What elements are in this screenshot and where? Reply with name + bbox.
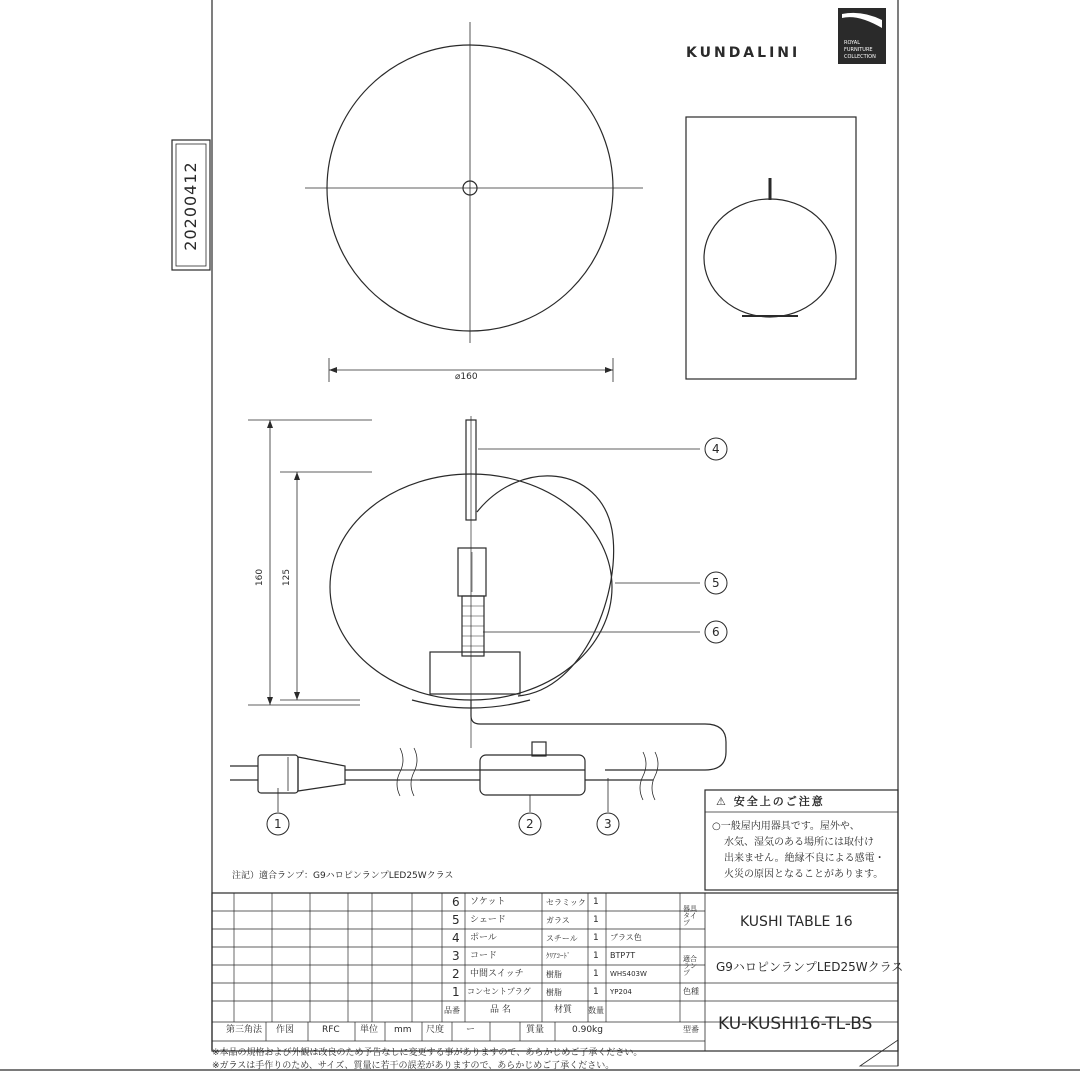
part-material: スチール	[546, 934, 578, 943]
unit-value: mm	[394, 1025, 412, 1035]
part-qty: 1	[593, 933, 599, 943]
safety-line-4: 火災の原因となることがあります。	[724, 869, 884, 880]
cord-break-marks-left	[397, 748, 417, 796]
svg-text:COLLECTION: COLLECTION	[844, 54, 876, 60]
part-no: 2	[452, 967, 460, 981]
part-name: ポール	[470, 933, 497, 943]
part-name: ソケット	[470, 897, 506, 907]
part-name: コード	[470, 951, 498, 961]
callout-2: 2	[526, 817, 534, 831]
safety-line-1: ○一般屋内用器具です。屋外や、	[712, 821, 860, 832]
date-code: 20200412	[181, 161, 200, 251]
plug-body	[258, 755, 298, 793]
part-remark: YP204	[610, 988, 632, 996]
drawn-value: RFC	[322, 1025, 340, 1035]
scale-label: 尺度	[426, 1025, 445, 1035]
page-corner	[860, 1040, 898, 1066]
part-qty: 1	[593, 951, 599, 961]
product-name: KUSHI TABLE 16	[740, 914, 853, 930]
part-qty: 1	[593, 915, 599, 925]
brand-name: KUNDALINI	[686, 45, 801, 61]
callout-6: 6	[712, 625, 720, 639]
safety-line-2: 水気、湿気のある場所には取付け	[724, 837, 874, 848]
perspective-view-frame	[686, 117, 856, 379]
part-remark: WHS403W	[610, 970, 647, 978]
part-no: 6	[452, 895, 460, 909]
svg-text:ROYAL: ROYAL	[844, 40, 861, 46]
height-total-label: 160	[255, 568, 266, 587]
part-no: 1	[452, 985, 460, 999]
part-remark: BTP7T	[610, 951, 636, 960]
part-name: シェード	[470, 915, 506, 925]
weight-value: 0.90kg	[572, 1025, 603, 1035]
info-label-type: 器具タイプ	[683, 905, 697, 927]
scale-value: ー	[466, 1025, 476, 1035]
cord-break-marks-right	[640, 752, 658, 800]
part-qty: 1	[593, 897, 599, 907]
front-view-base	[430, 652, 520, 694]
parts-header-qty: 数量	[588, 1006, 604, 1015]
part-material: 樹脂	[546, 970, 562, 979]
top-diameter-label: ⌀160	[455, 372, 478, 382]
part-name: 中間スイッチ	[470, 969, 524, 979]
model-number: KU-KUSHI16-TL-BS	[718, 1014, 873, 1034]
plug-strain-relief	[298, 757, 345, 791]
footnote-1: ※本品の規格および外観は改良のため予告なしに変更する事がありますので、あらかじめご了承ください。	[212, 1048, 643, 1058]
footnote-2: ※ガラスは手作りのため、サイズ、質量に若干の誤差がありますので、あらかじめご了承ください。	[212, 1061, 615, 1071]
inline-switch	[480, 755, 585, 795]
parts-header-no: 品番	[444, 1006, 460, 1015]
part-material: 樹脂	[546, 988, 562, 997]
drawn-label: 作図	[276, 1025, 295, 1035]
svg-text:FURNITURE: FURNITURE	[844, 47, 873, 53]
lamp-note: 注記）適合ランプ：G9ハロピンランプLED25Wクラス	[232, 871, 454, 881]
weight-label: 質量	[526, 1025, 545, 1035]
projection-method: 第三角法	[226, 1025, 263, 1035]
part-remark: ブラス色	[610, 933, 642, 942]
inline-switch-knob	[532, 742, 546, 756]
unit-label: 単位	[360, 1025, 379, 1035]
info-label-color: 色種	[683, 987, 699, 996]
front-view-cord-arc	[477, 476, 614, 696]
parts-header-material: 材質	[554, 1005, 573, 1015]
callout-1: 1	[274, 817, 282, 831]
part-no: 5	[452, 913, 460, 927]
part-material: ｸﾘｱｺｰﾄﾞ	[546, 952, 571, 960]
perspective-shade	[704, 199, 836, 317]
callout-3: 3	[604, 817, 612, 831]
info-label-lamp: 適合ランプ	[683, 955, 697, 977]
part-no: 4	[452, 931, 460, 945]
safety-line-3: 出来ません。絶縁不良による感電・	[724, 853, 885, 864]
safety-title: ⚠ 安全上のご注意	[716, 795, 825, 808]
callout-5: 5	[712, 576, 720, 590]
compatible-lamp: G9ハロピンランプLED25Wクラス	[716, 960, 904, 974]
parts-header-name: 品 名	[490, 1005, 511, 1015]
part-qty: 1	[593, 969, 599, 979]
part-qty: 1	[593, 987, 599, 997]
height-shade-label: 125	[282, 568, 293, 587]
part-no: 3	[452, 949, 460, 963]
part-material: ガラス	[546, 916, 570, 925]
info-label-model: 型番	[683, 1025, 699, 1034]
part-material: セラミック	[546, 898, 586, 907]
royal-furniture-collection-logo	[838, 8, 886, 64]
power-cord-upper	[471, 700, 726, 770]
callout-4: 4	[712, 442, 720, 456]
part-name: コンセントプラグ	[467, 987, 531, 996]
